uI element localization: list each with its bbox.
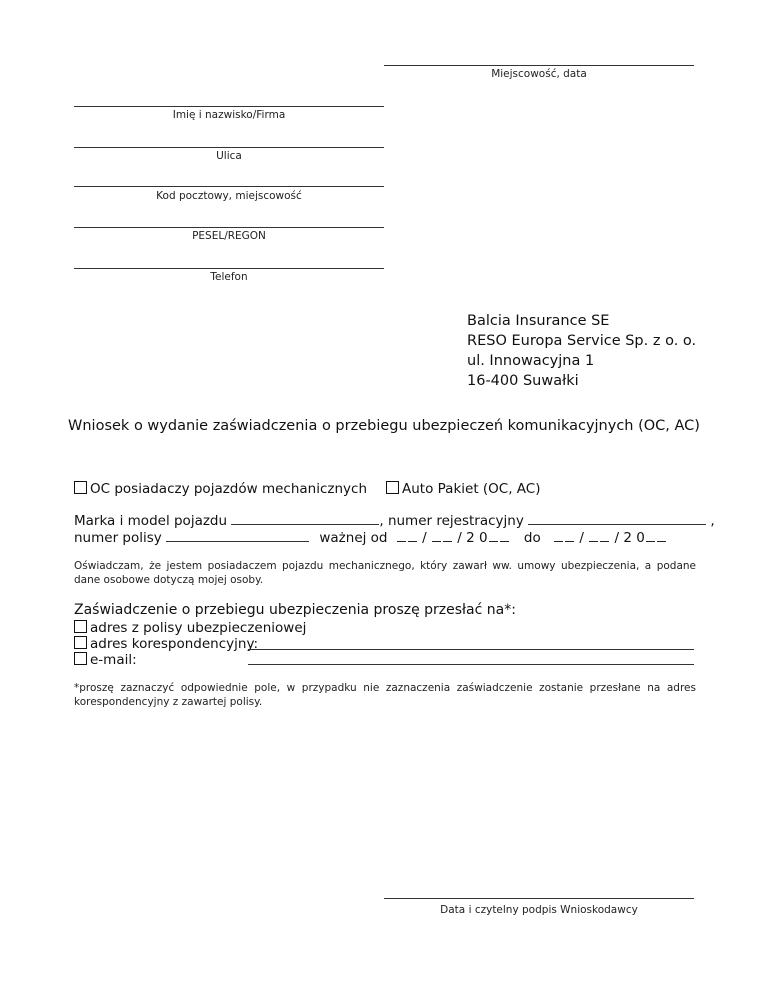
option-auto-pakiet[interactable] bbox=[386, 481, 541, 497]
date-digit bbox=[657, 529, 666, 542]
comma: , bbox=[710, 513, 715, 529]
recipient-address bbox=[467, 311, 696, 391]
recipient-line-1: Balcia Insurance SE bbox=[467, 313, 610, 329]
signature-line[interactable] bbox=[384, 898, 694, 899]
date-digit bbox=[397, 529, 406, 542]
oc-checkbox[interactable] bbox=[74, 481, 87, 494]
signature-caption: Data i czytelny podpis Wnioskodawcy bbox=[440, 904, 638, 916]
valid-from-label: ważnej od bbox=[319, 530, 388, 546]
date-digit bbox=[589, 529, 598, 542]
place-date-line[interactable] bbox=[384, 65, 694, 66]
policy-address-label: adres z polisy ubezpieczeniowej bbox=[90, 620, 307, 636]
policy-label: numer polisy bbox=[74, 530, 162, 546]
option-policy-address[interactable] bbox=[74, 620, 306, 636]
correspondence-field[interactable] bbox=[248, 649, 694, 650]
email-field[interactable] bbox=[248, 664, 694, 665]
option-oc[interactable] bbox=[74, 481, 367, 497]
date-digit bbox=[443, 529, 452, 542]
correspondence-checkbox[interactable] bbox=[74, 636, 87, 649]
date-digit bbox=[432, 529, 441, 542]
year-prefix: 2 0 bbox=[623, 530, 645, 546]
year-prefix: 2 0 bbox=[466, 530, 488, 546]
delivery-heading: Zaświadczenie o przebiegu ubezpieczenia proszę przesłać na*: bbox=[74, 602, 516, 618]
date-digit bbox=[408, 529, 417, 542]
recipient-line-4: 16-400 Suwałki bbox=[467, 373, 579, 389]
street-caption: Ulica bbox=[216, 150, 242, 162]
phone-caption: Telefon bbox=[210, 271, 248, 283]
pesel-line[interactable] bbox=[74, 227, 384, 228]
date-digit bbox=[646, 529, 655, 542]
correspondence-label: adres korespondencyjny: bbox=[90, 636, 259, 652]
date-separator: / bbox=[614, 530, 620, 546]
option-correspondence[interactable] bbox=[74, 636, 258, 652]
make-model-label: Marka i model pojazdu bbox=[74, 513, 228, 529]
option-email[interactable] bbox=[74, 652, 137, 668]
document-title: Wniosek o wydanie zaświadczenia o przebiegu ubezpieczeń komunikacyjnych (OC, AC) bbox=[68, 418, 700, 434]
valid-to-date[interactable] bbox=[553, 530, 667, 546]
declaration-text: Oświadczam, że jestem posiadaczem pojazdu mechanicznego, który zawarł ww. umowy ubezpieczenia, a podane dane osobowe dotyczą mojej osoby. bbox=[74, 560, 696, 586]
email-checkbox[interactable] bbox=[74, 652, 87, 665]
date-digit bbox=[500, 529, 509, 542]
vehicle-row-2 bbox=[74, 529, 696, 546]
date-separator: / bbox=[579, 530, 584, 546]
date-digit bbox=[489, 529, 498, 542]
registration-field[interactable] bbox=[528, 512, 706, 525]
phone-line[interactable] bbox=[74, 268, 384, 269]
oc-label: OC posiadaczy pojazdów mechanicznych bbox=[90, 481, 368, 497]
footnote-text: *proszę zaznaczyć odpowiednie pole, w przypadku nie zaznaczenia zaświadczenie zostanie przesłane na adres korespondencyjny z zawartej polisy. bbox=[74, 682, 696, 708]
postal-line[interactable] bbox=[74, 186, 384, 187]
pesel-caption: PESEL/REGON bbox=[192, 230, 266, 242]
date-digit bbox=[600, 529, 609, 542]
policy-address-checkbox[interactable] bbox=[74, 620, 87, 633]
postal-caption: Kod pocztowy, miejscowość bbox=[156, 190, 302, 202]
vehicle-row-1 bbox=[74, 512, 715, 529]
auto-pakiet-checkbox[interactable] bbox=[386, 481, 399, 494]
auto-pakiet-label: Auto Pakiet (OC, AC) bbox=[402, 481, 541, 497]
date-digit bbox=[554, 529, 563, 542]
street-line[interactable] bbox=[74, 147, 384, 148]
to-label: do bbox=[523, 530, 541, 546]
email-label: e-mail: bbox=[90, 652, 137, 668]
make-model-field[interactable] bbox=[231, 512, 379, 525]
reg-label: , numer rejestracyjny bbox=[379, 513, 524, 529]
name-line[interactable] bbox=[74, 106, 384, 107]
place-date-caption: Miejscowość, data bbox=[491, 68, 587, 80]
valid-from-date[interactable] bbox=[396, 530, 514, 546]
policy-field[interactable] bbox=[166, 529, 309, 542]
date-digit bbox=[565, 529, 574, 542]
date-separator: / bbox=[422, 530, 427, 546]
recipient-line-2: RESO Europa Service Sp. z o. o. bbox=[467, 333, 697, 349]
name-caption: Imię i nazwisko/Firma bbox=[172, 109, 286, 121]
date-separator: / bbox=[457, 530, 462, 546]
recipient-line-3: ul. Innowacyjna 1 bbox=[467, 353, 595, 369]
